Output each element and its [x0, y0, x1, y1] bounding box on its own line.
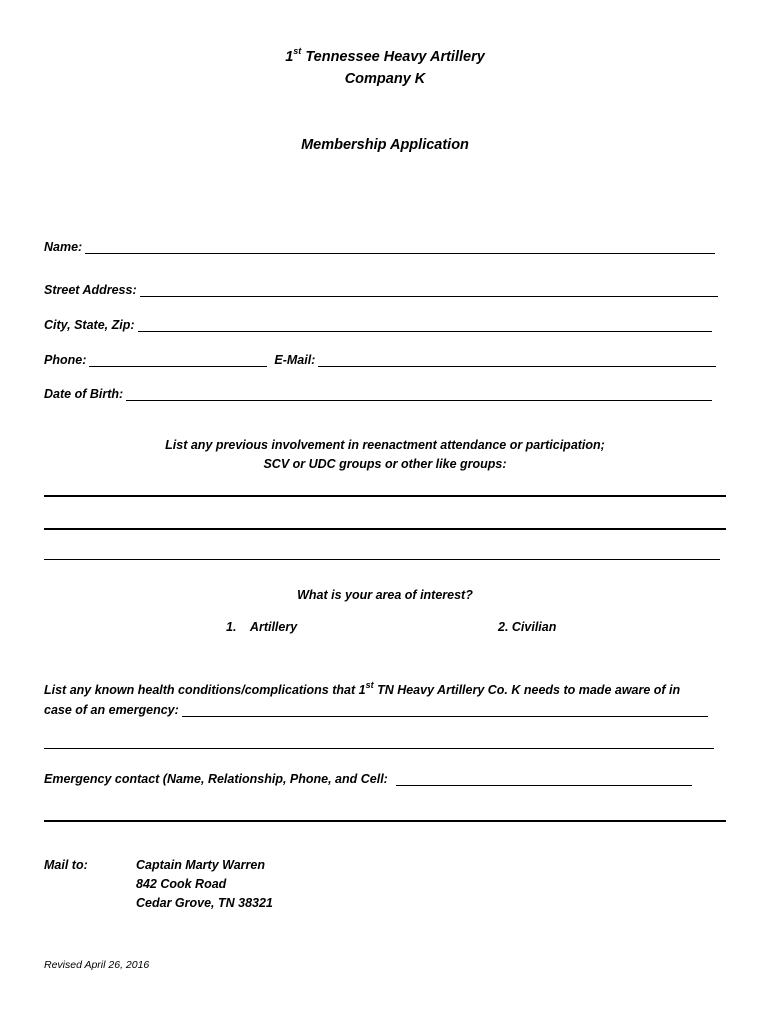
- involvement-prompt-1: List any previous involvement in reenactment attendance or participation;: [165, 438, 605, 452]
- name-label: Name:: [44, 240, 83, 254]
- emergency-line-2[interactable]: [44, 820, 726, 822]
- mail-label: Mail to:: [44, 858, 88, 872]
- involvement-line-3[interactable]: [44, 559, 720, 560]
- form-subtitle: Membership Application: [301, 137, 469, 153]
- name-field[interactable]: [44, 240, 715, 254]
- phone-label: Phone:: [44, 353, 87, 367]
- title-line-2: Company K: [344, 71, 426, 87]
- option-1-number: 1.: [226, 620, 237, 634]
- health-superscript: st: [365, 679, 374, 690]
- street-label: Street Address:: [44, 283, 137, 297]
- dob-label: Date of Birth:: [44, 387, 124, 401]
- involvement-prompt-2: SCV or UDC groups or other like groups:: [263, 457, 507, 471]
- title-text: Tennessee Heavy Artillery: [301, 49, 485, 65]
- phone-email-field[interactable]: [44, 353, 716, 367]
- health-label: case of an emergency:: [44, 703, 179, 717]
- title-superscript: st: [293, 46, 302, 57]
- city-field[interactable]: [44, 318, 712, 332]
- email-line[interactable]: [318, 354, 716, 367]
- email-label: E-Mail:: [274, 353, 316, 367]
- name-line[interactable]: [85, 241, 715, 254]
- title-line-1: [0, 46, 770, 65]
- interest-option-civilian[interactable]: 2. Civilian: [498, 620, 557, 634]
- interest-option-artillery[interactable]: [226, 620, 297, 634]
- phone-line[interactable]: [89, 354, 267, 367]
- interest-question: What is your area of interest?: [297, 588, 473, 602]
- health-text-end: TN Heavy Artillery Co. K needs to made aware of in: [373, 683, 681, 697]
- health-line-1[interactable]: [182, 704, 708, 717]
- revised-date: Revised April 26, 2016: [44, 959, 150, 971]
- mail-street: 842 Cook Road: [136, 877, 227, 891]
- emergency-line-1[interactable]: [396, 773, 692, 786]
- mail-city: Cedar Grove, TN 38321: [136, 896, 273, 910]
- option-1-label: Artillery: [249, 620, 298, 634]
- title-number: 1: [285, 49, 294, 65]
- mail-name: Captain Marty Warren: [136, 858, 265, 872]
- dob-line[interactable]: [126, 388, 712, 401]
- emergency-field[interactable]: [44, 772, 692, 786]
- emergency-label: Emergency contact (Name, Relationship, Phone, and Cell:: [44, 772, 388, 786]
- city-label: City, State, Zip:: [44, 318, 135, 332]
- health-prompt-1: [44, 679, 744, 697]
- street-line[interactable]: [140, 284, 718, 297]
- involvement-line-2[interactable]: [44, 528, 726, 530]
- health-text-start: List any known health conditions/complications that 1: [44, 683, 366, 697]
- street-field[interactable]: [44, 283, 718, 297]
- dob-field[interactable]: [44, 387, 712, 401]
- involvement-line-1[interactable]: [44, 495, 726, 497]
- city-line[interactable]: [138, 319, 712, 332]
- health-field[interactable]: [44, 703, 708, 717]
- health-line-2[interactable]: [44, 748, 714, 749]
